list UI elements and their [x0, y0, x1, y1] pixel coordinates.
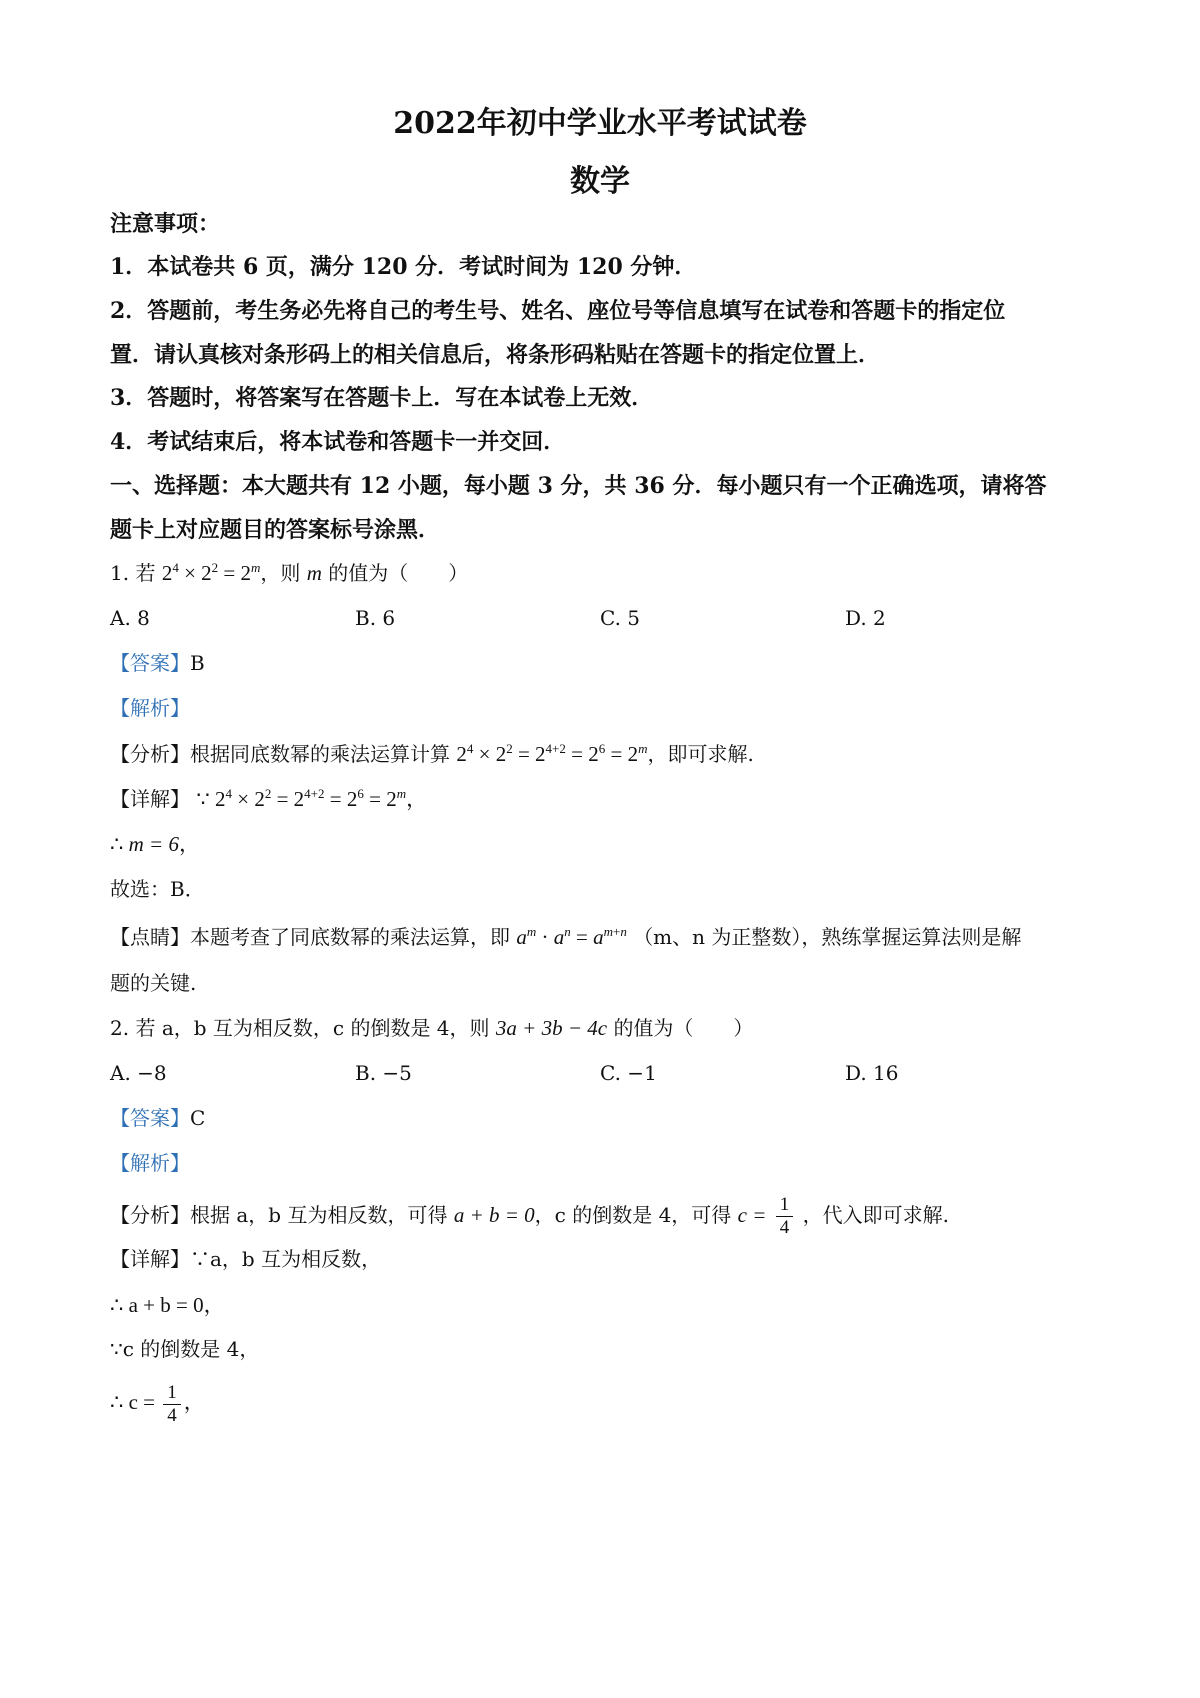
- q2-option-a: A. −8: [110, 1061, 167, 1085]
- q1-answer-tag: 【答案】: [110, 651, 190, 675]
- q1-fenxi-tag: 【分析】: [110, 742, 190, 766]
- q2-fenxi-frac-num: 1: [776, 1194, 794, 1217]
- q1-stem-formula: $2^4 \times 2^2 = 2^m$: [161, 560, 261, 585]
- q1-dianjing-mid: （m、n 为正整数），熟练掌握运算法则是解: [633, 925, 1022, 949]
- q1-xiangjie: [110, 784, 427, 814]
- q1-stem: [110, 558, 468, 588]
- q1-xiangjie-formula: ∵ $2^4 \times 2^2 = 2^{4+2} = 2^6 = 2^m$，: [196, 786, 428, 811]
- q2-step-4-fraction: [163, 1382, 181, 1427]
- q2-option-b: B. −5: [355, 1061, 412, 1085]
- q1-dianjing-line-2: 题的关键.: [110, 971, 197, 995]
- q2-fenxi-text-1: 根据 a，b 互为相反数，可得: [190, 1203, 448, 1227]
- q1-fenxi-end: ，即可求解.: [647, 742, 754, 766]
- q1-fenxi-text: 根据同底数幂的乘法运算计算: [190, 742, 450, 766]
- q2-option-d: D. 16: [845, 1061, 899, 1085]
- q2-step-4-expr: ∴ c =: [110, 1390, 156, 1414]
- q2-option-c: C. −1: [600, 1061, 657, 1085]
- q2-step-2: ∴ a + b = 0，: [110, 1293, 225, 1317]
- q2-fenxi-fraction: [776, 1194, 794, 1239]
- q1-choose: 故选：B．: [110, 877, 205, 901]
- notice-item-1: 1．本试卷共 6 页，满分 120 分．考试时间为 120 分钟．: [110, 254, 697, 280]
- q1-step-2-expr: m = 6: [128, 832, 179, 856]
- q2-stem-mid: a，b 互为相反数，c 的倒数是 4，则: [161, 1016, 490, 1040]
- q1-option-b: B. 6: [355, 606, 396, 630]
- q2-fenxi-tag: 【分析】: [110, 1203, 190, 1227]
- q2-step-4-frac-den: 4: [167, 1404, 177, 1426]
- q2-xiangjie: [110, 1244, 381, 1274]
- q1-answer-value: B: [190, 651, 205, 675]
- q1-step-2: ∴ m = 6，: [110, 832, 200, 856]
- q2-fenxi-frac-den: 4: [779, 1217, 790, 1238]
- q2-answer-value: C: [190, 1106, 206, 1130]
- q2-step-3: ∵c 的倒数是 4，: [110, 1337, 260, 1361]
- q2-fenxi-text-2: ，c 的倒数是 4，可得: [534, 1203, 732, 1227]
- q1-analysis-tag: 【解析】: [110, 696, 190, 720]
- q2-stem-end: 的值为（ ）: [613, 1016, 754, 1040]
- notice-item-3: 3．答题时，将答案写在答题卡上．写在本试卷上无效．: [110, 385, 654, 411]
- q1-fenxi: [110, 739, 754, 769]
- q2-xiangjie-text: ∵a，b 互为相反数，: [190, 1247, 382, 1271]
- q1-option-a: A. 8: [110, 606, 150, 630]
- q1-dianjing-text: 本题考查了同底数幂的乘法运算，即: [190, 925, 510, 949]
- section-heading-line-2: 题卡上对应题目的答案标号涂黑．: [110, 517, 441, 543]
- q1-dianjing-tag: 【点睛】: [110, 925, 190, 949]
- q2-fenxi-end: ，代入即可求解.: [802, 1203, 949, 1227]
- q1-stem-var: m: [306, 561, 322, 585]
- q1-fenxi-formula: $2^4 \times 2^2 = 2^{4+2} = 2^6 = 2^m$: [456, 741, 648, 766]
- notice-item-4: 4．考试结束后，将本试卷和答题卡一并交回．: [110, 429, 566, 455]
- q1-stem-suffix: ，则: [260, 561, 301, 585]
- q2-stem: [110, 1013, 753, 1043]
- notice-item-2-line-2: 置．请认真核对条形码上的相关信息后，将条形码粘贴在答题卡的指定位置上．: [110, 342, 881, 368]
- q2-stem-expr: 3a + 3b − 4c: [495, 1016, 608, 1040]
- exam-title: 2022年初中学业水平考试试卷: [393, 106, 807, 141]
- q1-answer: [110, 648, 205, 678]
- q2-answer: [110, 1103, 205, 1133]
- q2-fenxi-expr-1: a + b = 0: [453, 1203, 535, 1227]
- section-heading-line-1: 一、选择题：本大题共有 12 小题，每小题 3 分，共 36 分．每小题只有一个正确选项，请将答: [110, 473, 1047, 499]
- q1-dianjing-formula: $a^m \cdot a^n = a^{m+n}$: [516, 924, 627, 949]
- q2-fenxi-expr-2: c =: [737, 1203, 767, 1227]
- q2-fenxi: [110, 1191, 949, 1239]
- notice-item-2-line-1: 2．答题前，考生务必先将自己的考生号、姓名、座位号等信息填写在试卷和答题卡的指定位: [110, 298, 1006, 324]
- q1-stem-end: 的值为（ ）: [328, 561, 469, 585]
- q2-stem-prefix: 2. 若: [110, 1016, 156, 1040]
- q2-step-4: ∴ c = $\frac{1}{4}$ ，: [110, 1381, 205, 1426]
- q2-analysis-tag: 【解析】: [110, 1151, 190, 1175]
- q1-xiangjie-tag: 【详解】: [110, 787, 190, 811]
- q1-option-c: C. 5: [600, 606, 641, 630]
- subject-title: 数学: [570, 164, 630, 199]
- q1-option-d: D. 2: [845, 606, 886, 630]
- q1-stem-prefix: 1. 若: [110, 561, 156, 585]
- q2-answer-tag: 【答案】: [110, 1106, 190, 1130]
- q2-xiangjie-tag: 【详解】: [110, 1247, 190, 1271]
- notice-heading: 注意事项：: [110, 211, 221, 237]
- q1-dianjing: [110, 922, 1021, 952]
- q2-step-4-frac-num: 1: [163, 1382, 181, 1405]
